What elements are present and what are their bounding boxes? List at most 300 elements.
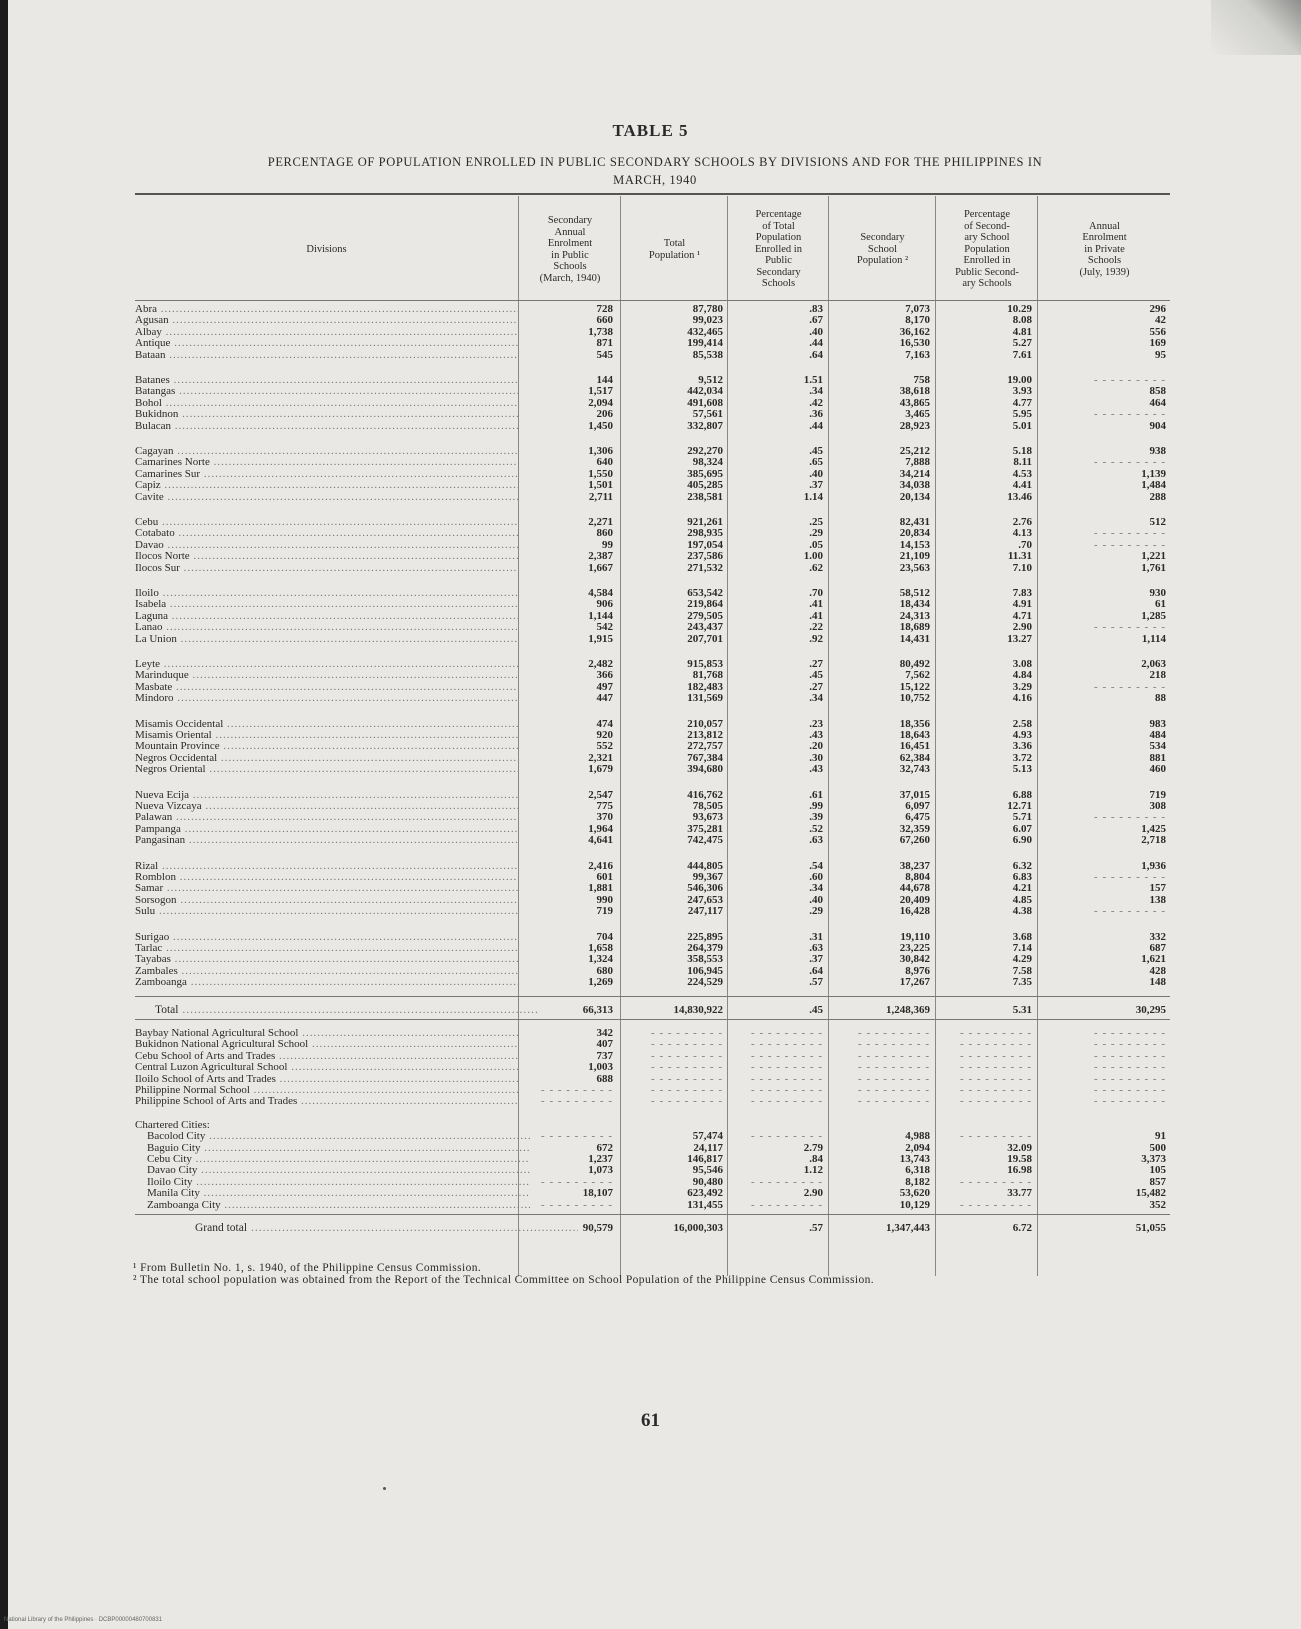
cell-private-enrolment <box>1040 621 1166 633</box>
cell-school-population: 13,743 <box>899 1153 930 1165</box>
cell-pct-total-population: .52 <box>809 822 823 835</box>
page-title: TABLE 5 <box>612 121 689 140</box>
cell-pct-school-population: 6.07 <box>1012 822 1032 835</box>
empty-cell-leader: - - - - - - - - - <box>651 1027 723 1039</box>
cell-school-population: 18,689 <box>899 621 930 634</box>
cell-school-population: 14,153 <box>899 538 930 551</box>
cell-private-enrolment: 352 <box>1149 1198 1166 1211</box>
cell-total-population: 623,492 <box>687 1187 723 1200</box>
cell-school-population: 10,129 <box>899 1198 930 1211</box>
empty-cell-leader: - - - - - - - - - <box>1094 1049 1166 1062</box>
cell-pct-school-population: 5.31 <box>1012 1003 1032 1016</box>
cell-public-enrolment: 206 <box>596 408 613 421</box>
header-school-population <box>830 202 935 297</box>
cell-school-population: 6,318 <box>905 1164 930 1177</box>
school-row <box>135 1095 1170 1107</box>
cell-total-population: 394,680 <box>687 763 723 776</box>
cell-total-population: 237,586 <box>687 550 723 563</box>
cell-pct-school-population: 6.90 <box>1012 834 1032 847</box>
empty-cell-leader: - - - - - - - - - <box>960 1175 1032 1188</box>
cell-pct-total-population: .27 <box>809 658 823 670</box>
cell-pct-total-population <box>732 1038 823 1050</box>
empty-cell-leader: - - - - - - - - - <box>1094 374 1166 386</box>
cell-private-enrolment: 881 <box>1149 751 1166 764</box>
empty-cell-leader: - - - - - - - - - <box>751 1049 823 1062</box>
cell-pct-school-population: 4.93 <box>1012 729 1032 741</box>
cell-public-enrolment: 1,450 <box>588 419 613 432</box>
cell-pct-total-population: .31 <box>809 930 823 943</box>
cell-school-population <box>835 1038 930 1050</box>
table-row <box>135 871 1170 883</box>
cell-public-enrolment: 474 <box>596 717 613 730</box>
cell-private-enrolment: 157 <box>1149 882 1166 895</box>
cell-public-enrolment: 660 <box>596 314 613 327</box>
cell-pct-school-population: 4.53 <box>1012 467 1032 480</box>
empty-cell-leader: - - - - - - - - - <box>960 1061 1032 1074</box>
cell-school-population: 25,212 <box>899 445 930 457</box>
cell-private-enrolment: 2,063 <box>1141 658 1166 670</box>
cell-pct-total-population: .61 <box>809 788 823 801</box>
header-divisions <box>135 202 518 297</box>
table-row <box>135 965 1170 977</box>
cell-public-enrolment: 66,313 <box>582 1003 613 1016</box>
cell-total-population: 24,117 <box>693 1141 723 1154</box>
cell-private-enrolment <box>1040 408 1166 420</box>
division-name: Tayabas ..... <box>135 953 518 965</box>
division-name: Rizal ..... <box>135 860 518 872</box>
cell-pct-total-population <box>732 1050 823 1062</box>
header-line: Enrolment <box>547 238 593 249</box>
cell-total-population: 213,812 <box>687 729 723 741</box>
cell-pct-total-population <box>732 1027 823 1039</box>
table-row <box>135 823 1170 835</box>
empty-cell-leader: - - - - - - - - - <box>1094 538 1166 551</box>
division-name: Zambales ..... <box>135 965 518 977</box>
cell-public-enrolment: 1,915 <box>588 632 613 645</box>
cell-private-enrolment: 719 <box>1149 788 1166 801</box>
cell-pct-total-population: .29 <box>809 905 823 918</box>
cell-pct-school-population: 33.77 <box>1007 1187 1032 1200</box>
table-row <box>135 942 1170 954</box>
empty-cell-leader: - - - - - - - - - <box>651 1038 723 1051</box>
header-line: Population <box>964 243 1010 255</box>
cell-school-population: 6,097 <box>905 800 930 812</box>
empty-cell-leader: - - - - - - - - - <box>858 1049 930 1062</box>
cell-total-population: 131,569 <box>687 692 723 705</box>
division-name: Leyte ..... <box>135 658 518 670</box>
empty-cell-leader: - - - - - - - - - <box>960 1095 1032 1108</box>
cell-public-enrolment: 407 <box>596 1038 613 1051</box>
division-name: Total ..... <box>135 1004 538 1016</box>
cell-total-population: 432,465 <box>687 325 723 338</box>
cell-private-enrolment: 938 <box>1149 445 1166 457</box>
cell-total-population <box>625 1038 723 1050</box>
empty-cell-leader: - - - - - - - - - <box>960 1027 1032 1039</box>
cell-school-population: 32,743 <box>899 763 930 776</box>
header-line: Secondary <box>860 232 905 244</box>
cell-pct-school-population: 4.81 <box>1012 325 1032 338</box>
cell-public-enrolment: 601 <box>596 871 613 883</box>
division-name: Bukidnon National Agricultural School ..... <box>135 1038 518 1050</box>
division-name: Pangasinan ..... <box>135 834 518 846</box>
header-line: of Second- <box>964 220 1010 232</box>
cell-pct-total-population: .36 <box>809 408 823 421</box>
cell-private-enrolment: 556 <box>1149 325 1166 338</box>
table-row <box>135 752 1170 764</box>
table-row <box>135 420 1170 432</box>
cell-total-population: 358,553 <box>687 953 723 966</box>
cell-private-enrolment <box>1040 539 1166 551</box>
division-name: Cebu ..... <box>135 516 518 528</box>
header-public-enrolment <box>520 202 620 297</box>
cell-public-enrolment: 1,679 <box>588 763 613 776</box>
header-line: ary Schools <box>962 278 1012 290</box>
division-name: Palawan ..... <box>135 811 518 823</box>
cell-total-population: 292,270 <box>687 445 723 457</box>
division-name: Philippine Normal School ..... <box>135 1084 518 1096</box>
header-line: Public Second- <box>955 266 1019 278</box>
cell-public-enrolment: 1,964 <box>588 822 613 835</box>
cell-pct-school-population: 11.31 <box>1007 550 1032 563</box>
table-row <box>135 349 1170 361</box>
cell-total-population: 653,542 <box>687 587 723 599</box>
empty-cell-leader: - - - - - - - - - <box>541 1084 613 1096</box>
header-total-population <box>622 202 727 297</box>
division-name: Surigao ..... <box>135 931 518 943</box>
cell-pct-total-population: .57 <box>809 1222 823 1234</box>
cell-school-population: 8,182 <box>905 1175 930 1188</box>
header-line: Percentage <box>755 209 802 221</box>
cell-public-enrolment: 144 <box>596 374 613 386</box>
city-row <box>135 1199 1170 1211</box>
cell-school-population: 18,356 <box>899 717 930 730</box>
cell-school-population: 23,563 <box>899 561 930 574</box>
cell-total-population: 742,475 <box>687 834 723 847</box>
cell-private-enrolment <box>1040 1095 1166 1107</box>
cell-private-enrolment: 308 <box>1149 800 1166 812</box>
cell-public-enrolment: 920 <box>596 729 613 741</box>
cell-total-population: 238,581 <box>687 490 723 503</box>
cell-pct-school-population <box>940 1027 1032 1039</box>
cell-total-population: 444,805 <box>687 859 723 872</box>
cell-total-population: 85,538 <box>692 348 723 361</box>
cell-private-enrolment: 88 <box>1155 692 1166 705</box>
cell-private-enrolment: 857 <box>1149 1175 1166 1188</box>
header-pct-school-population <box>937 202 1037 297</box>
cell-school-population: 30,842 <box>899 953 930 966</box>
cell-school-population: 16,530 <box>899 337 930 350</box>
city-row <box>135 1164 1170 1176</box>
cell-pct-total-population: .42 <box>809 396 823 409</box>
cell-school-population: 36,162 <box>899 325 930 338</box>
division-name: Camarines Sur ..... <box>135 468 518 480</box>
cell-public-enrolment <box>518 1199 613 1211</box>
cell-total-population: 375,281 <box>687 822 723 835</box>
header-line: Population ¹ <box>648 249 701 261</box>
empty-cell-leader: - - - - - - - - - <box>858 1038 930 1051</box>
cell-pct-total-population: .29 <box>809 527 823 540</box>
top-rule <box>135 193 1170 195</box>
table-row <box>135 550 1170 562</box>
table-row <box>135 882 1170 894</box>
cell-pct-total-population: .54 <box>809 859 823 872</box>
cell-school-population: 7,073 <box>905 303 930 315</box>
empty-cell-leader: - - - - - - - - - <box>858 1027 930 1039</box>
school-row <box>135 1050 1170 1062</box>
division-name: Laguna ..... <box>135 610 518 622</box>
division-name: La Union ..... <box>135 633 518 645</box>
empty-cell-leader: - - - - - - - - - <box>541 1095 613 1108</box>
table-row <box>135 374 1170 386</box>
cell-private-enrolment: 534 <box>1149 740 1166 753</box>
empty-cell-leader: - - - - - - - - - <box>751 1027 823 1039</box>
cell-school-population: 82,431 <box>899 516 930 528</box>
cell-public-enrolment: 2,547 <box>588 788 613 801</box>
header-line: Secondary <box>756 266 801 278</box>
cell-public-enrolment: 99 <box>602 538 613 551</box>
cell-public-enrolment: 672 <box>596 1141 613 1154</box>
cell-private-enrolment: 51,055 <box>1135 1222 1166 1234</box>
cell-private-enrolment: 1,936 <box>1141 859 1166 872</box>
cell-pct-school-population: .70 <box>1018 538 1032 551</box>
cell-pct-school-population: 3.72 <box>1012 751 1032 764</box>
cell-total-population: 57,561 <box>692 408 723 421</box>
school-row <box>135 1084 1170 1096</box>
cell-public-enrolment: 688 <box>596 1072 613 1085</box>
cell-public-enrolment: 2,094 <box>588 396 613 409</box>
cell-school-population: 62,384 <box>899 751 930 764</box>
cell-total-population: 81,768 <box>692 669 723 682</box>
cell-public-enrolment: 860 <box>596 527 613 540</box>
cell-pct-school-population: 4.71 <box>1012 609 1032 622</box>
cell-private-enrolment: 95 <box>1155 348 1166 361</box>
cell-private-enrolment: 1,285 <box>1141 609 1166 622</box>
cell-pct-total-population: .62 <box>809 561 823 574</box>
cell-total-population: 210,057 <box>687 717 723 730</box>
cell-pct-school-population <box>940 1130 1032 1142</box>
cell-total-population <box>625 1050 723 1062</box>
cell-school-population <box>835 1050 930 1062</box>
table-row <box>135 621 1170 633</box>
empty-cell-leader: - - - - - - - - - <box>858 1095 930 1108</box>
cell-total-population: 298,935 <box>687 527 723 540</box>
cell-public-enrolment: 542 <box>596 621 613 634</box>
cell-pct-total-population: .40 <box>809 893 823 906</box>
cell-private-enrolment: 858 <box>1149 385 1166 398</box>
empty-cell-leader: - - - - - - - - - <box>751 1130 823 1143</box>
cell-private-enrolment: 464 <box>1149 396 1166 409</box>
cell-pct-school-population: 3.68 <box>1012 930 1032 943</box>
empty-cell-leader: - - - - - - - - - <box>751 1038 823 1051</box>
empty-cell-leader: - - - - - - - - - <box>751 1198 823 1211</box>
cell-total-population: 271,532 <box>687 561 723 574</box>
empty-cell-leader: - - - - - - - - - <box>541 1198 613 1211</box>
cell-total-population: 219,864 <box>687 598 723 611</box>
cell-pct-school-population: 6.72 <box>1012 1222 1032 1234</box>
cell-public-enrolment: 1,144 <box>588 609 613 622</box>
cell-total-population: 78,505 <box>692 800 723 812</box>
school-row <box>135 1073 1170 1085</box>
cell-public-enrolment: 2,271 <box>588 516 613 528</box>
cell-private-enrolment: 512 <box>1149 516 1166 528</box>
cell-pct-total-population: .70 <box>809 587 823 599</box>
cell-school-population: 43,865 <box>899 396 930 409</box>
cell-private-enrolment <box>1040 1061 1166 1073</box>
cell-pct-total-population: .41 <box>809 598 823 611</box>
cell-pct-total-population: .25 <box>809 516 823 528</box>
cell-private-enrolment <box>1040 681 1166 693</box>
header-private-enrolment <box>1039 202 1170 297</box>
cell-pct-school-population: 8.08 <box>1012 314 1032 327</box>
cell-school-population: 24,313 <box>899 609 930 622</box>
cell-total-population <box>625 1027 723 1039</box>
table-row <box>135 479 1170 491</box>
cell-total-population: 99,023 <box>692 314 723 327</box>
cell-pct-school-population <box>940 1084 1032 1096</box>
empty-cell-leader: - - - - - - - - - <box>1094 456 1166 469</box>
empty-cell-leader: - - - - - - - - - <box>858 1084 930 1096</box>
division-name: Camarines Norte ..... <box>135 456 518 468</box>
cell-total-population: 272,757 <box>687 740 723 753</box>
empty-cell-leader: - - - - - - - - - <box>1094 621 1166 634</box>
cell-pct-school-population <box>940 1061 1032 1073</box>
empty-cell-leader: - - - - - - - - - <box>541 1130 613 1143</box>
division-name: Sorsogon ..... <box>135 894 518 906</box>
cell-school-population: 7,562 <box>905 669 930 682</box>
cell-total-population: 57,474 <box>692 1130 723 1143</box>
cell-pct-total-population: 2.90 <box>803 1187 823 1200</box>
division-name: Cotabato ..... <box>135 527 518 539</box>
cell-pct-total-population: .43 <box>809 763 823 776</box>
cell-private-enrolment: 61 <box>1155 598 1166 611</box>
division-name: Masbate ..... <box>135 681 518 693</box>
table-subtitle <box>135 153 1175 189</box>
empty-cell-leader: - - - - - - - - - <box>1094 1027 1166 1039</box>
division-name: Cavite ..... <box>135 491 518 503</box>
cell-pct-school-population <box>940 1095 1032 1107</box>
cell-school-population: 1,347,443 <box>886 1222 930 1234</box>
header-line: (March, 1940) <box>539 272 601 284</box>
cell-private-enrolment <box>1040 1038 1166 1050</box>
cell-public-enrolment: 906 <box>596 598 613 611</box>
header-line: Total <box>663 238 686 249</box>
cell-total-population: 247,653 <box>687 893 723 906</box>
cell-pct-school-population: 3.93 <box>1012 385 1032 398</box>
table-row <box>135 456 1170 468</box>
cell-total-population <box>625 1095 723 1107</box>
cell-pct-school-population: 5.71 <box>1012 811 1032 824</box>
cell-pct-total-population: .40 <box>809 325 823 338</box>
cell-pct-school-population: 5.27 <box>1012 337 1032 350</box>
cell-pct-school-population <box>940 1038 1032 1050</box>
cell-pct-total-population: .63 <box>809 834 823 847</box>
division-name: Cebu School of Arts and Trades ..... <box>135 1050 518 1062</box>
cell-pct-total-population: .84 <box>809 1153 823 1165</box>
cell-public-enrolment: 1,073 <box>588 1164 613 1177</box>
division-name: Lanao ..... <box>135 621 518 633</box>
cell-public-enrolment: 704 <box>596 930 613 943</box>
division-name: Misamis Occidental ..... <box>135 718 518 730</box>
division-name: Iloilo City ..... <box>135 1176 530 1188</box>
cell-school-population: 10,752 <box>899 692 930 705</box>
cell-school-population: 17,267 <box>899 976 930 989</box>
cell-public-enrolment <box>518 1095 613 1107</box>
cell-pct-total-population: .37 <box>809 479 823 492</box>
cell-school-population: 19,110 <box>900 930 930 943</box>
cell-pct-school-population: 5.13 <box>1012 763 1032 776</box>
cell-total-population: 9,512 <box>698 374 723 386</box>
cell-school-population: 20,834 <box>899 527 930 540</box>
header-line: Schools <box>1087 255 1122 267</box>
cell-total-population <box>625 1084 723 1096</box>
cell-pct-total-population: .41 <box>809 609 823 622</box>
cell-school-population: 4,988 <box>905 1130 930 1143</box>
division-name: Bulacan ..... <box>135 420 518 432</box>
cell-pct-total-population: .60 <box>809 871 823 883</box>
total-row <box>135 1004 1170 1016</box>
header-line: Secondary <box>547 215 593 226</box>
cell-pct-school-population: 7.58 <box>1012 964 1032 977</box>
cell-public-enrolment: 1,517 <box>588 385 613 398</box>
cell-school-population <box>835 1084 930 1096</box>
grand-total-row <box>135 1222 1170 1234</box>
city-row <box>135 1187 1170 1199</box>
cell-total-population <box>625 1073 723 1085</box>
cell-total-population: 264,379 <box>687 942 723 954</box>
cell-pct-school-population <box>940 1073 1032 1085</box>
cell-private-enrolment: 1,114 <box>1141 632 1166 645</box>
cell-total-population: 247,117 <box>687 905 723 918</box>
cell-pct-school-population: 7.61 <box>1012 348 1032 361</box>
division-name: Marinduque ..... <box>135 669 518 681</box>
cell-pct-total-population <box>732 1176 823 1188</box>
cell-public-enrolment: 990 <box>596 893 613 906</box>
division-name: Baybay National Agricultural School ..... <box>135 1027 518 1039</box>
cell-school-population: 7,163 <box>905 348 930 361</box>
table-row <box>135 860 1170 872</box>
cell-private-enrolment <box>1040 456 1166 468</box>
cell-public-enrolment: 1,324 <box>588 953 613 966</box>
cell-private-enrolment: 484 <box>1149 729 1166 741</box>
cell-public-enrolment <box>518 1176 613 1188</box>
cell-pct-school-population: 7.83 <box>1012 587 1032 599</box>
cell-total-population: 131,455 <box>687 1198 723 1211</box>
cell-total-population: 99,367 <box>692 871 723 883</box>
cell-pct-school-population: 19.58 <box>1007 1153 1032 1165</box>
cell-total-population: 146,817 <box>687 1153 723 1165</box>
cell-private-enrolment: 983 <box>1149 717 1166 730</box>
cell-private-enrolment: 15,482 <box>1135 1187 1166 1200</box>
division-name: Baguio City ..... <box>135 1142 530 1154</box>
cell-school-population: 14,431 <box>899 632 930 645</box>
cell-school-population: 20,409 <box>899 893 930 906</box>
cell-total-population: 90,480 <box>692 1175 723 1188</box>
cell-private-enrolment: 332 <box>1149 930 1166 943</box>
empty-cell-leader: - - - - - - - - - <box>1094 1072 1166 1085</box>
division-name: Zamboanga City ..... <box>135 1199 530 1211</box>
empty-cell-leader: - - - - - - - - - <box>960 1038 1032 1051</box>
cell-total-population: 416,762 <box>687 788 723 801</box>
cell-school-population: 53,620 <box>899 1187 930 1200</box>
table-row <box>135 692 1170 704</box>
table-row <box>135 976 1170 988</box>
division-name: Negros Occidental ..... <box>135 752 518 764</box>
cell-public-enrolment: 1,658 <box>588 942 613 954</box>
cell-private-enrolment <box>1040 1050 1166 1062</box>
cell-school-population: 38,618 <box>899 385 930 398</box>
header-line: Annual <box>1089 220 1120 232</box>
cell-pct-school-population: 13.27 <box>1007 632 1032 645</box>
